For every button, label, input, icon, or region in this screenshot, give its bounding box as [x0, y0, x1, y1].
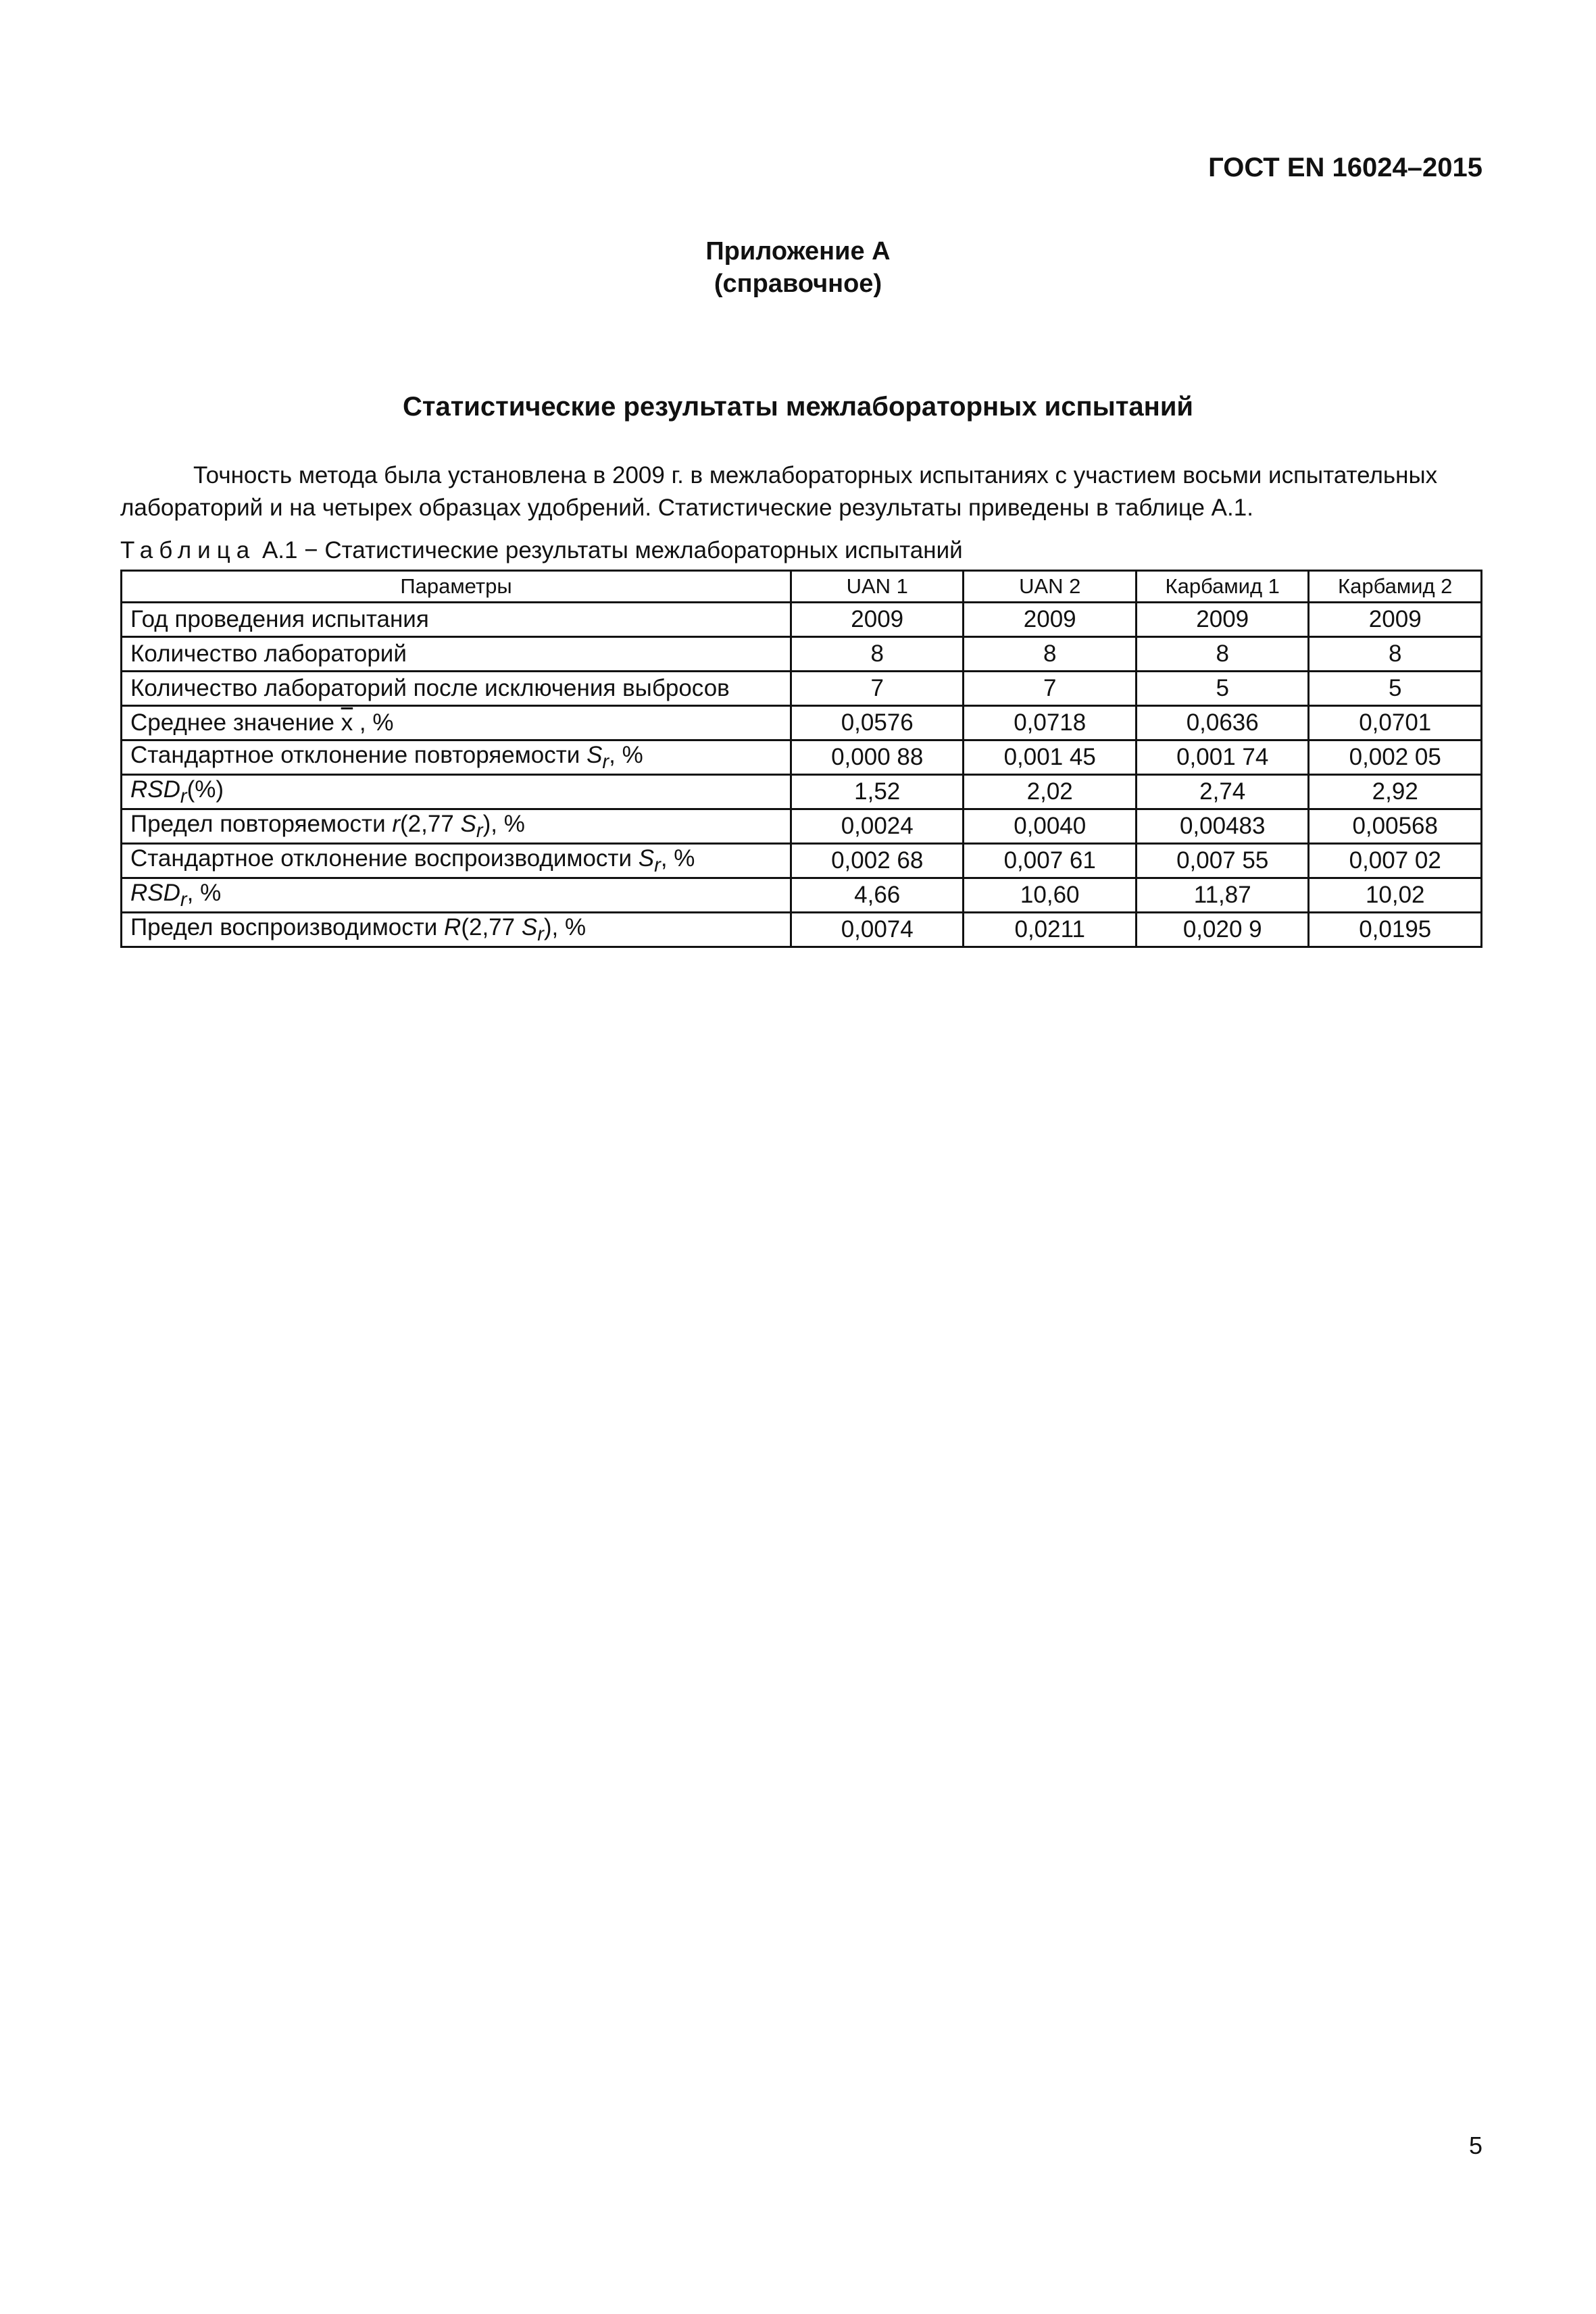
- header-carbamide-1: Карбамид 1: [1136, 571, 1309, 603]
- row-value: 0,0024: [791, 809, 964, 844]
- row-value: 0,0718: [964, 706, 1137, 740]
- row-value: 0,0211: [964, 913, 1137, 947]
- row-value: 0,000 88: [791, 740, 964, 775]
- table-row: [122, 913, 1482, 947]
- row-value: 0,002 68: [791, 844, 964, 878]
- row-value: 0,007 55: [1136, 844, 1309, 878]
- row-value: 2,74: [1136, 775, 1309, 809]
- row-value: 1,52: [791, 775, 964, 809]
- header-parameters: Параметры: [122, 571, 791, 603]
- table-row: [122, 740, 1482, 775]
- row-value: 0,00483: [1136, 809, 1309, 844]
- row-value: 0,001 74: [1136, 740, 1309, 775]
- section-title: Статистические результаты межлабораторных испытаний: [402, 392, 1194, 422]
- row-value: 0,0074: [791, 913, 964, 947]
- row-value: 8: [1136, 637, 1309, 672]
- table-row: [122, 672, 1482, 706]
- row-value: 11,87: [1136, 878, 1309, 913]
- table-body: [122, 603, 1482, 947]
- statistics-table: [120, 570, 1482, 948]
- row-value: 10,02: [1309, 878, 1482, 913]
- row-label: $RSD_r$, %: [122, 878, 791, 913]
- row-value: 5: [1136, 672, 1309, 706]
- row-value: 0,007 61: [964, 844, 1137, 878]
- table-row: [122, 603, 1482, 637]
- row-value: 7: [791, 672, 964, 706]
- table-caption: [120, 537, 963, 564]
- row-value: 2009: [1136, 603, 1309, 637]
- row-value: 2009: [964, 603, 1137, 637]
- row-value: 0,0040: [964, 809, 1137, 844]
- row-label: Год проведения испытания: [122, 603, 791, 637]
- row-value: 0,001 45: [964, 740, 1137, 775]
- row-value: 5: [1309, 672, 1482, 706]
- header-uan-1: UAN 1: [791, 571, 964, 603]
- table-row: [122, 809, 1482, 844]
- row-value: 7: [964, 672, 1137, 706]
- row-value: 2,02: [964, 775, 1137, 809]
- table-row: [122, 878, 1482, 913]
- row-label: Предел воспроизводимости R(2,77 $S_r$), %: [122, 913, 791, 947]
- header-uan-2: UAN 2: [964, 571, 1137, 603]
- page-number: 5: [1468, 2132, 1482, 2159]
- table-caption-prefix: Таблица: [120, 537, 256, 563]
- row-label: $RSD_r(\%)$: [122, 775, 791, 809]
- table-header-row: [122, 571, 1482, 603]
- row-value: 0,007 02: [1309, 844, 1482, 878]
- row-value: 2009: [1309, 603, 1482, 637]
- row-label: Среднее значение $\overline{x}$ , %: [122, 706, 791, 740]
- standard-code: ГОСТ EN 16024–2015: [1208, 153, 1482, 182]
- row-value: 8: [791, 637, 964, 672]
- row-label: Стандартное отклонение повторяемости $S_r$, %: [122, 740, 791, 775]
- row-value: 8: [1309, 637, 1482, 672]
- annex-heading: [0, 235, 1596, 300]
- annex-title: Приложение А: [705, 237, 891, 266]
- row-value: 0,0701: [1309, 706, 1482, 740]
- row-value: 0,0576: [791, 706, 964, 740]
- row-label: Стандартное отклонение воспроизводимости $S_r$, %: [122, 844, 791, 878]
- body-paragraph: Точность метода была установлена в 2009 г. в межлабораторных испытаниях с участием восьми испытательных лабораторий и на четырех образцах удобрений. Статистические результаты приведены в таблице А.1.: [120, 462, 1438, 521]
- row-value: 0,0195: [1309, 913, 1482, 947]
- row-value: 2,92: [1309, 775, 1482, 809]
- table-row: [122, 637, 1482, 672]
- row-value: 0,00568: [1309, 809, 1482, 844]
- row-label: Количество лабораторий: [122, 637, 791, 672]
- table-row: [122, 775, 1482, 809]
- row-value: 0,002 05: [1309, 740, 1482, 775]
- row-value: 2009: [791, 603, 964, 637]
- row-label: Количество лабораторий после исключения выбросов: [122, 672, 791, 706]
- row-value: 0,020 9: [1136, 913, 1309, 947]
- row-value: 0,0636: [1136, 706, 1309, 740]
- annex-type: (справочное): [714, 270, 882, 298]
- table-caption-text: А.1 − Статистические результаты межлабораторных испытаний: [255, 537, 963, 563]
- header-carbamide-2: Карбамид 2: [1309, 571, 1482, 603]
- table-row: [122, 844, 1482, 878]
- row-value: 8: [964, 637, 1137, 672]
- row-value: 10,60: [964, 878, 1137, 913]
- row-value: 4,66: [791, 878, 964, 913]
- row-label: Предел повторяемости r(2,77 $S_r$), %: [122, 809, 791, 844]
- table-row: [122, 706, 1482, 740]
